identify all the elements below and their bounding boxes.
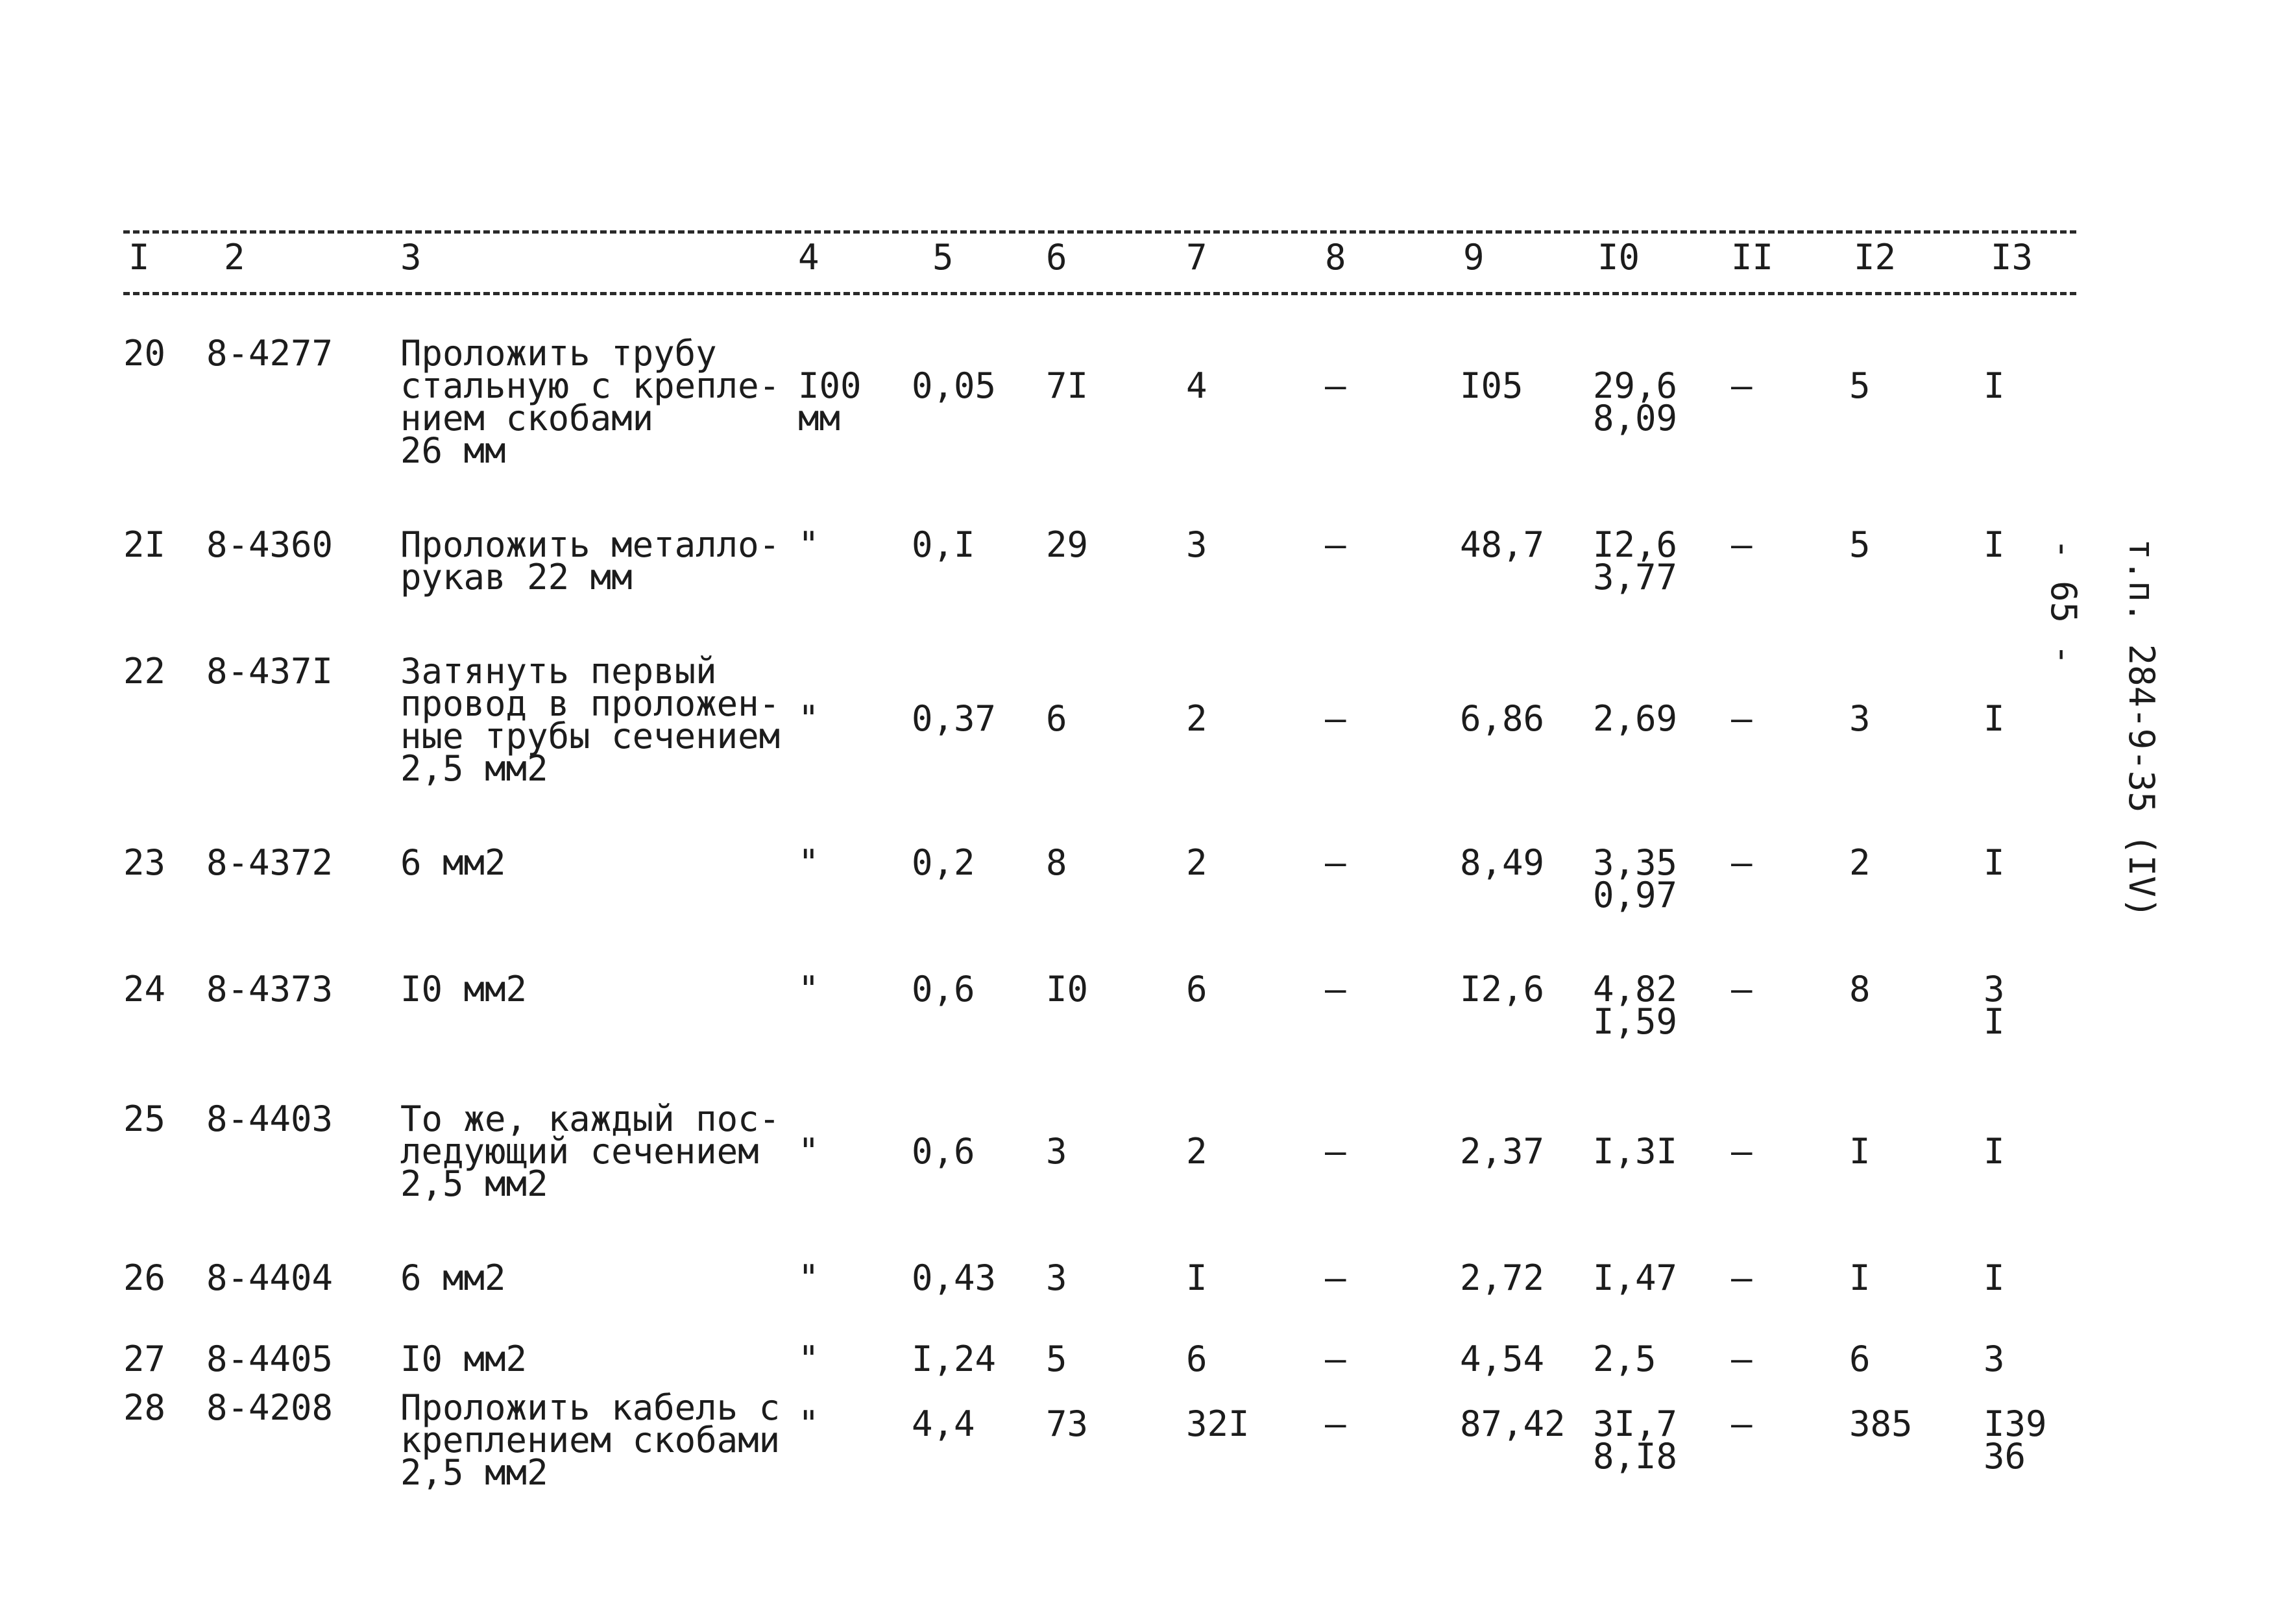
- table-cell-col6: 6: [1046, 697, 1067, 739]
- table-cell-col3: Проложить металло- рукав 22 мм: [400, 524, 781, 598]
- table-cell-col6: 8: [1046, 842, 1067, 883]
- table-cell-col5: 0,37: [912, 697, 997, 739]
- table-cell-col5: 0,6: [912, 1131, 975, 1172]
- table-cell-col13: I: [1984, 1131, 2005, 1172]
- column-header-11: II: [1731, 237, 1774, 278]
- table-cell-col7: 6: [1186, 969, 1207, 1010]
- table-cell-col7: 2: [1186, 842, 1207, 883]
- table-cell-col9: 87,42: [1460, 1403, 1566, 1444]
- table-cell-col2: 8-4360: [206, 524, 334, 565]
- table-cell-col9: 48,7: [1460, 524, 1545, 565]
- table-cell-col12: 5: [1849, 365, 1871, 406]
- table-cell-col11: –: [1731, 1339, 1753, 1379]
- table-cell-col8: –: [1325, 1257, 1346, 1298]
- table-cell-col1: 24: [123, 969, 166, 1010]
- table-cell-col2: 8-4373: [206, 969, 334, 1010]
- table-cell-col3: Проложить трубу стальную с крепле- нием скобами 26 мм: [400, 333, 781, 471]
- column-header-8: 8: [1325, 237, 1346, 278]
- table-cell-col12: 6: [1849, 1339, 1871, 1379]
- table-cell-col6: 3: [1046, 1257, 1067, 1298]
- table-cell-col6: 73: [1046, 1403, 1089, 1444]
- table-cell-col1: 25: [123, 1098, 166, 1139]
- table-cell-col13: I: [1984, 1257, 2005, 1298]
- column-header-6: 6: [1046, 237, 1067, 278]
- column-header-5: 5: [932, 237, 954, 278]
- table-cell-col10: 4,82 I,59: [1593, 969, 1678, 1042]
- table-cell-col7: 4: [1186, 365, 1207, 406]
- table-cell-col11: –: [1731, 969, 1753, 1010]
- table-cell-col6: 29: [1046, 524, 1089, 565]
- table-cell-col1: 27: [123, 1339, 166, 1379]
- table-cell-col8: –: [1325, 1339, 1346, 1379]
- table-cell-col2: 8-4405: [206, 1339, 334, 1379]
- table-cell-col1: 26: [123, 1257, 166, 1298]
- table-cell-col4: ": [798, 1257, 819, 1298]
- table-cell-col13: I: [1984, 697, 2005, 739]
- table-cell-col5: 0,I: [912, 524, 975, 565]
- table-cell-col2: 8-437I: [206, 651, 334, 692]
- table-cell-col12: 5: [1849, 524, 1871, 565]
- table-cell-col9: 2,37: [1460, 1131, 1545, 1172]
- table-cell-col7: 2: [1186, 1131, 1207, 1172]
- table-cell-col2: 8-4208: [206, 1387, 334, 1428]
- header-bottom-rule: [123, 292, 2076, 295]
- table-cell-col9: 4,54: [1460, 1339, 1545, 1379]
- column-header-4: 4: [798, 237, 819, 278]
- table-cell-col6: I0: [1046, 969, 1089, 1010]
- table-cell-col6: 3: [1046, 1131, 1067, 1172]
- table-cell-col8: –: [1325, 969, 1346, 1010]
- table-cell-col4: ": [798, 842, 819, 883]
- table-cell-col12: 385: [1849, 1403, 1913, 1444]
- table-cell-col10: 3I,7 8,I8: [1593, 1403, 1678, 1477]
- table-cell-col7: I: [1186, 1257, 1207, 1298]
- table-cell-col6: 5: [1046, 1339, 1067, 1379]
- table-cell-col4: ": [798, 1339, 819, 1379]
- page-number: - 65 -: [2043, 539, 2084, 666]
- table-cell-col4: I00 мм: [798, 365, 862, 439]
- column-header-1: I: [128, 237, 150, 278]
- table-cell-col12: I: [1849, 1257, 1871, 1298]
- table-cell-col7: 3: [1186, 524, 1207, 565]
- table-cell-col5: 0,05: [912, 365, 997, 406]
- table-cell-col11: –: [1731, 842, 1753, 883]
- table-cell-col4: ": [798, 697, 819, 739]
- table-cell-col3: Затянуть первый провод в проложен- ные трубы сечением 2,5 мм2: [400, 651, 781, 789]
- table-cell-col1: 23: [123, 842, 166, 883]
- table-cell-col9: I2,6: [1460, 969, 1545, 1010]
- column-header-12: I2: [1854, 237, 1897, 278]
- table-cell-col13: I: [1984, 524, 2005, 565]
- table-cell-col10: I,47: [1593, 1257, 1678, 1298]
- table-cell-col4: ": [798, 969, 819, 1010]
- table-cell-col2: 8-4403: [206, 1098, 334, 1139]
- table-cell-col1: 22: [123, 651, 166, 692]
- table-cell-col5: 0,2: [912, 842, 975, 883]
- table-cell-col3: 6 мм2: [400, 842, 506, 883]
- table-cell-col13: 3 I: [1984, 969, 2005, 1042]
- column-header-3: 3: [400, 237, 422, 278]
- table-cell-col9: 6,86: [1460, 697, 1545, 739]
- document-code-label: [2005, 454, 2200, 1103]
- table-cell-col7: 32I: [1186, 1403, 1250, 1444]
- table-cell-col5: 4,4: [912, 1403, 975, 1444]
- table-cell-col12: 3: [1849, 697, 1871, 739]
- table-cell-col10: 2,5: [1593, 1339, 1656, 1379]
- table-cell-col11: –: [1731, 1403, 1753, 1444]
- table-cell-col1: 20: [123, 333, 166, 374]
- table-cell-col11: –: [1731, 697, 1753, 739]
- table-cell-col2: 8-4404: [206, 1257, 334, 1298]
- table-cell-col9: 2,72: [1460, 1257, 1545, 1298]
- table-cell-col13: 3: [1984, 1339, 2005, 1379]
- table-cell-col5: 0,43: [912, 1257, 997, 1298]
- table-cell-col10: 3,35 0,97: [1593, 842, 1678, 915]
- table-cell-col11: –: [1731, 365, 1753, 406]
- table-cell-col8: –: [1325, 1131, 1346, 1172]
- table-cell-col1: 28: [123, 1387, 166, 1428]
- table-cell-col8: –: [1325, 1403, 1346, 1444]
- table-cell-col4: ": [798, 1403, 819, 1444]
- table-cell-col13: I: [1984, 842, 2005, 883]
- table-cell-col8: –: [1325, 697, 1346, 739]
- table-cell-col12: I: [1849, 1131, 1871, 1172]
- table-cell-col3: I0 мм2: [400, 969, 528, 1010]
- table-cell-col10: I,3I: [1593, 1131, 1678, 1172]
- header-top-rule: [123, 230, 2076, 234]
- table-cell-col11: –: [1731, 1131, 1753, 1172]
- table-cell-col10: 29,6 8,09: [1593, 365, 1678, 439]
- table-cell-col9: I05: [1460, 365, 1523, 406]
- table-cell-col1: 2I: [123, 524, 166, 565]
- table-cell-col10: 2,69: [1593, 697, 1678, 739]
- column-header-2: 2: [224, 237, 245, 278]
- table-cell-col11: –: [1731, 1257, 1753, 1298]
- column-header-13: I3: [1991, 237, 2033, 278]
- column-header-7: 7: [1186, 237, 1207, 278]
- table-cell-col13: I39 36: [1984, 1403, 2047, 1477]
- table-cell-col2: 8-4277: [206, 333, 334, 374]
- table-cell-col2: 8-4372: [206, 842, 334, 883]
- table-cell-col7: 2: [1186, 697, 1207, 739]
- table-cell-col12: 8: [1849, 969, 1871, 1010]
- table-cell-col9: 8,49: [1460, 842, 1545, 883]
- table-cell-col8: –: [1325, 524, 1346, 565]
- column-header-10: I0: [1597, 237, 1640, 278]
- table-cell-col3: I0 мм2: [400, 1339, 528, 1379]
- table-cell-col8: –: [1325, 365, 1346, 406]
- table-cell-col6: 7I: [1046, 365, 1089, 406]
- table-cell-col3: Проложить кабель с креплением скобами 2,5 мм2: [400, 1387, 781, 1493]
- table-cell-col10: I2,6 3,77: [1593, 524, 1678, 598]
- table-cell-col4: ": [798, 524, 819, 565]
- table-cell-col5: 0,6: [912, 969, 975, 1010]
- table-cell-col8: –: [1325, 842, 1346, 883]
- table-cell-col4: ": [798, 1131, 819, 1172]
- table-cell-col3: 6 мм2: [400, 1257, 506, 1298]
- table-cell-col12: 2: [1849, 842, 1871, 883]
- table-cell-col5: I,24: [912, 1339, 997, 1379]
- table-cell-col13: I: [1984, 365, 2005, 406]
- table-cell-col3: То же, каждый пос- ледующий сечением 2,5 мм2: [400, 1098, 781, 1204]
- column-header-9: 9: [1463, 237, 1485, 278]
- table-cell-col11: –: [1731, 524, 1753, 565]
- table-cell-col7: 6: [1186, 1339, 1207, 1379]
- document-code: т.п. 284-9-35 (IV): [2121, 539, 2162, 919]
